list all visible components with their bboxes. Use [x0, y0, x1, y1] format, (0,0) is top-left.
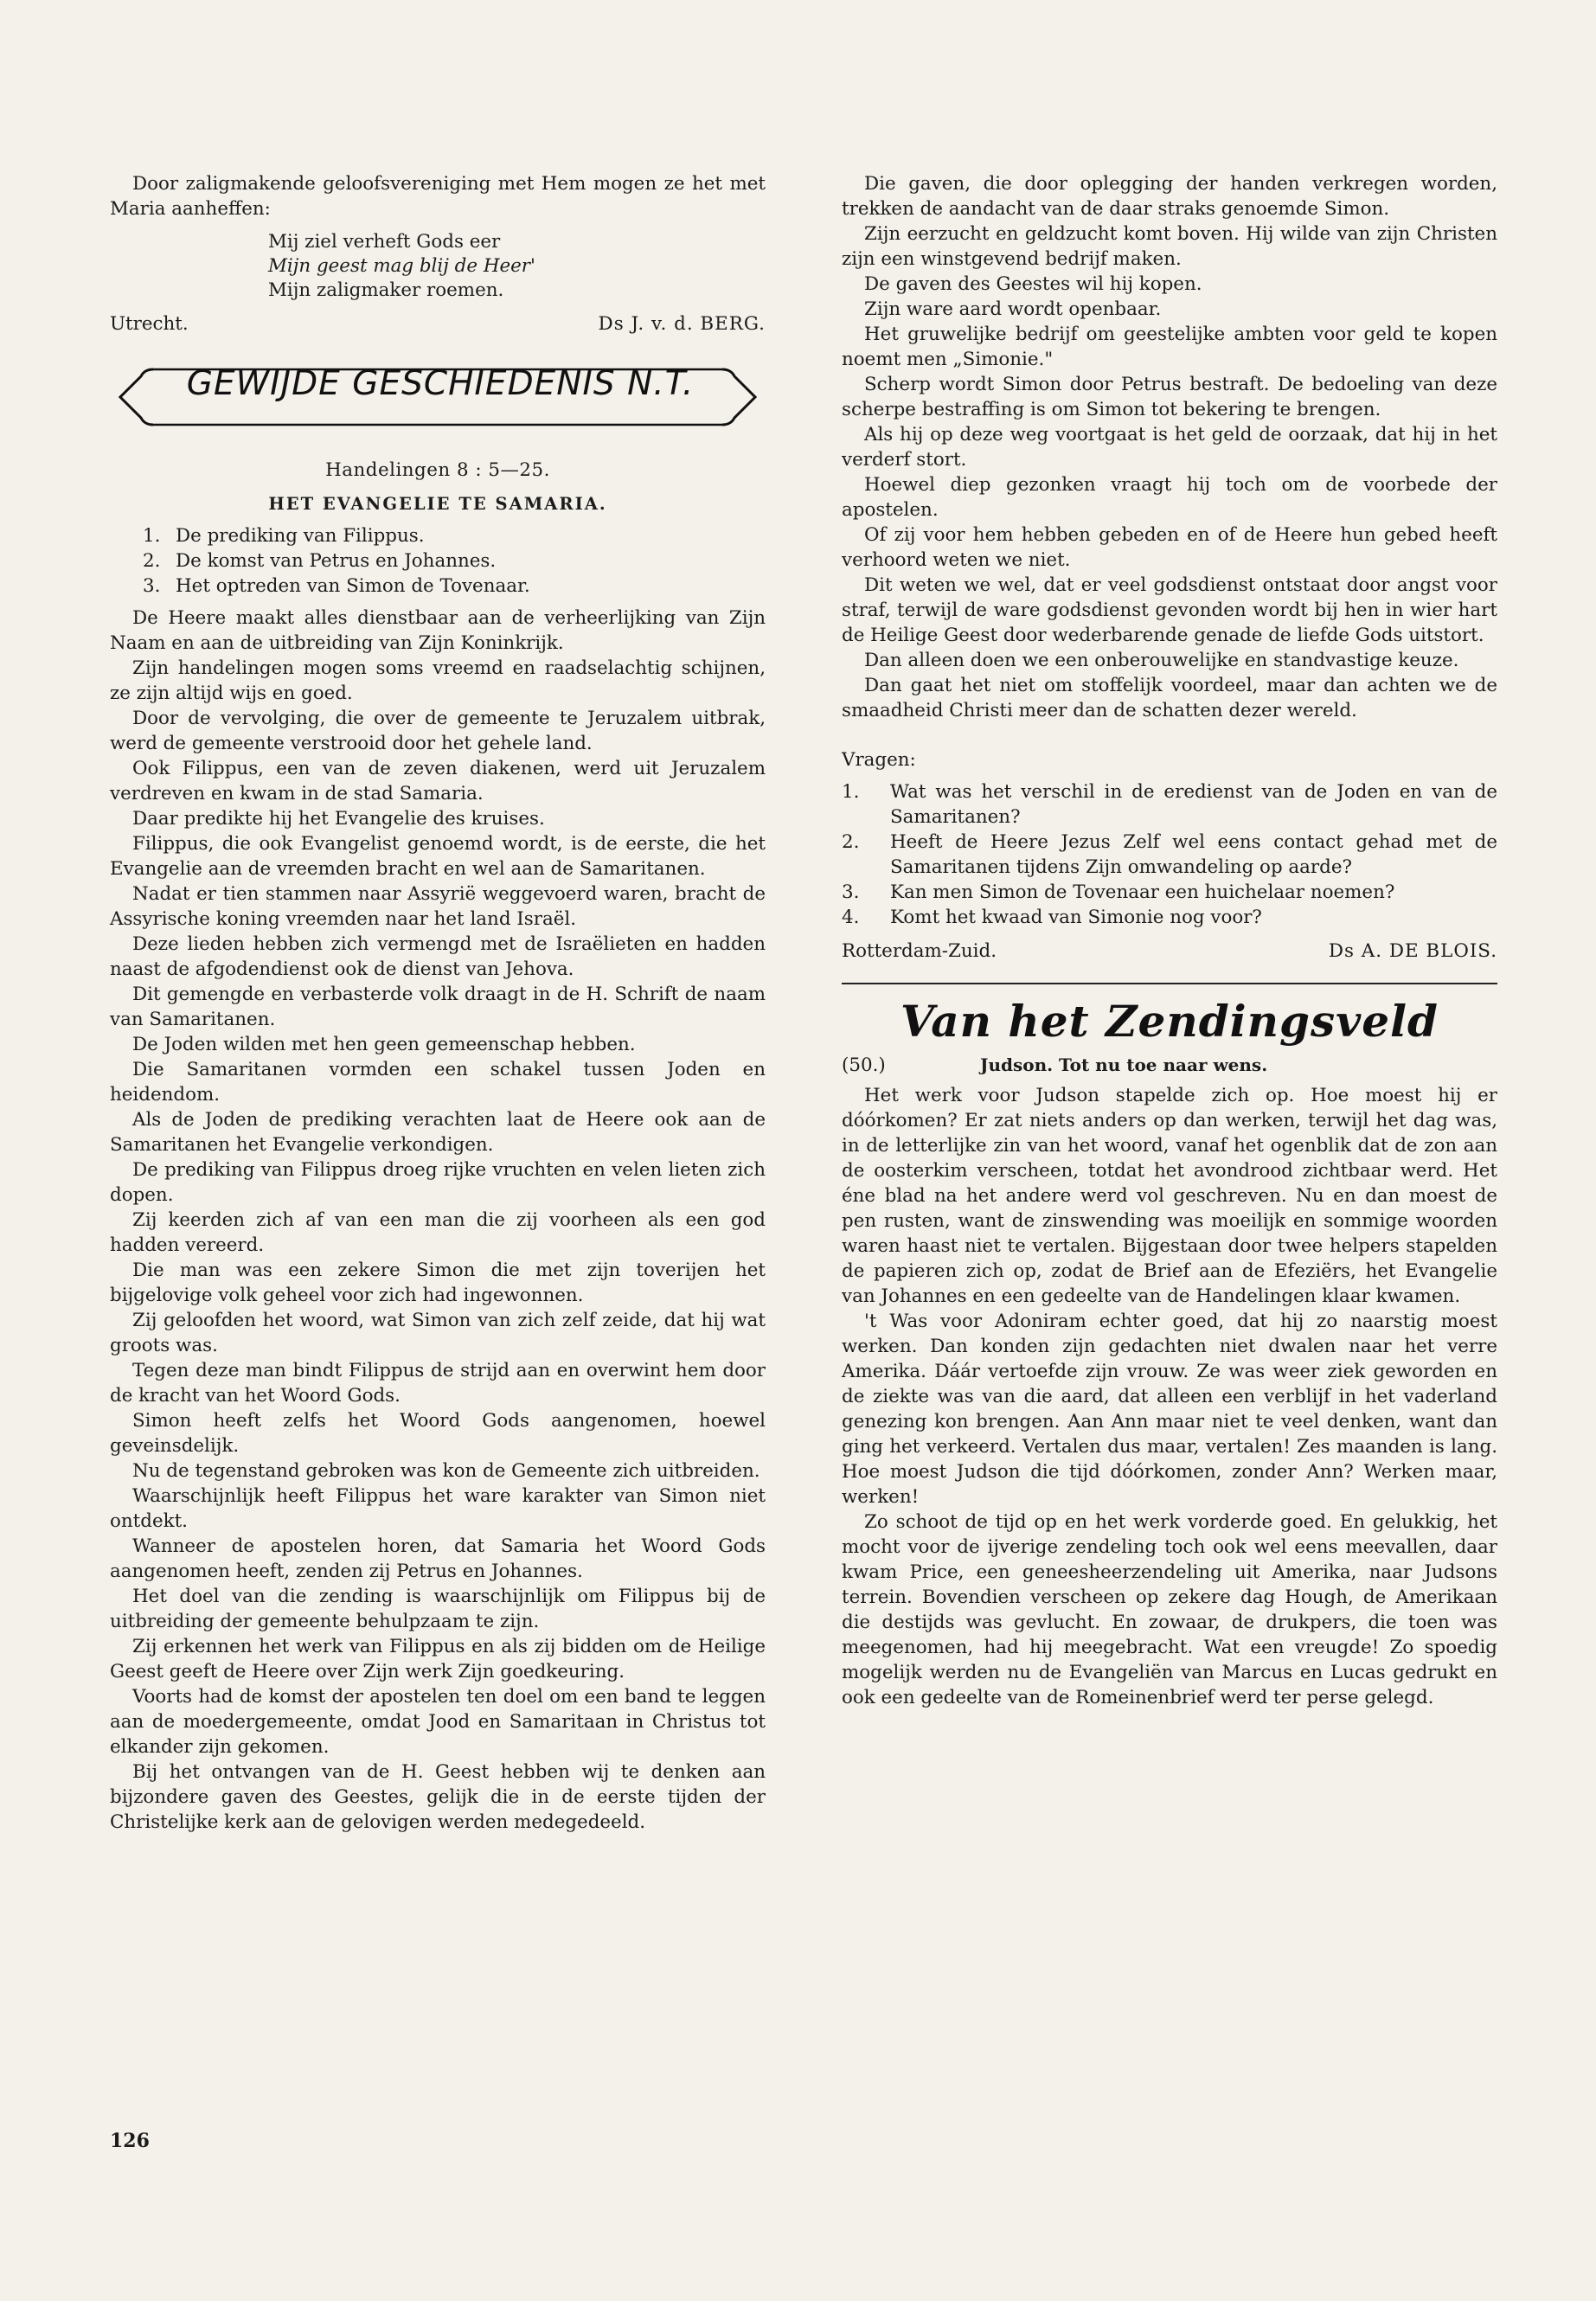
paragraph: Die man was een zekere Simon die met zijn toverijen het bijgelovige volk geheel voor zich had ingewonnen. [110, 1259, 766, 1306]
outline-item: 3. Het optreden van Simon de Tovenaar. [143, 575, 530, 597]
paragraph: Deze lieden hebben zich vermengd met de Israëlieten en hadden naast de afgodendienst ook de dienst van Jehova. [110, 933, 766, 980]
poem [268, 230, 766, 303]
question-item: 3. Kan men Simon de Tovenaar een huichelaar noemen? [842, 881, 1395, 903]
signature-name: Ds J. v. d. BERG. [598, 313, 766, 335]
paragraph: Bij het ontvangen van de H. Geest hebben wij te denken aan bijzondere gaven des Geestes, gelijk die in de eerste tijden der Christelijke kerk aan de gelovigen werden medegedeeld. [110, 1761, 766, 1833]
mission-section-title: Van het Zendingsveld [901, 996, 1439, 1047]
signature-berg [110, 311, 766, 336]
paragraph: De Joden wilden met hen geen gemeenschap hebben. [132, 1034, 636, 1055]
mission-body [842, 1083, 1497, 1710]
question-item: 1. Wat was het verschil in de eredienst van de Joden en van de Samaritanen? [842, 781, 1497, 828]
paragraph: Zo schoot de tijd op en het werk vorderde goed. En gelukkig, het mocht voor de ijverige zendeling toch ook wel eens meevallen, daar kwam Price, een geneesheerzendeling uit Amerika, naar Judsons terrein. Bovendien verscheen op zekere dag Hough, de Amerikaan die destijds was gevlucht. En zowaar, de drukpers, die toen was meegenomen, had hij meegebracht. Wat een vreugde! Zo spoedig mogelijk werden nu de Evangeliën van Marcus en Lucas gedrukt en ook een gedeelte van de Romeinenbrief werd ter perse gelegd. [842, 1511, 1497, 1708]
paragraph: Het gruwelijke bedrijf om geestelijke ambten voor geld te kopen noemt men „Simonie." [842, 324, 1497, 370]
paragraph: Zijn eerzucht en geldzucht komt boven. Hij wilde van zijn Christen zijn een winstgevend bedrijf maken. [842, 223, 1497, 270]
paragraph: Die Samaritanen vormden een schakel tussen Joden en heidendom. [110, 1059, 766, 1106]
lesson-outline [143, 523, 766, 599]
signature-place: Utrecht. [110, 313, 189, 335]
mission-subheading [842, 1053, 1497, 1078]
paragraph: Simon heeft zelfs het Woord Gods aangenomen, hoewel geveinsdelijk. [110, 1410, 766, 1457]
paragraph: De prediking van Filippus droeg rijke vruchten en velen lieten zich dopen. [110, 1159, 766, 1206]
paragraph: Dan alleen doen we een onberouwelijke en standvastige keuze. [864, 650, 1459, 671]
questions-list [842, 779, 1497, 930]
paragraph: Nadat er tien stammen naar Assyrië weggevoerd waren, bracht de Assyrische koning vreemden naar het land Israël. [110, 883, 766, 930]
paragraph: Dit gemengde en verbasterde volk draagt in de H. Schrift de naam van Samaritanen. [110, 984, 766, 1030]
banner-title: GEWIJDE GESCHIEDENIS N.T. [186, 364, 695, 403]
paragraph: Ook Filippus, een van de zeven diakenen, werd uit Jeruzalem verdreven en kwam in de stad Samaria. [110, 758, 766, 804]
paragraph: Zij keerden zich af van een man die zij voorheen als een god hadden vereerd. [110, 1209, 766, 1256]
questions-label: Vragen: [842, 749, 916, 771]
paragraph: Tegen deze man bindt Filippus de strijd aan en overwint hem door de kracht van het Woord Gods. [110, 1360, 766, 1407]
paragraph: Door de vervolging, die over de gemeente te Jeruzalem uitbrak, werd de gemeente verstrooid door het gehele land. [110, 708, 766, 754]
poem-line: Mij ziel verheft Gods eer [268, 231, 501, 253]
paragraph: Het werk voor Judson stapelde zich op. Hoe moest hij er dóórkomen? Er zat niets anders op dan werken, terwijl het dag was, in de letterlijke zin van het woord, vanaf het ogenblik dat de zon aan de oosterkim verscheen, totdat het avondrood zichtbaar werd. Het éne blad na het andere werd vol geschreven. Nu en dan moest de pen rusten, want de zinswending was moeilijk en sommige woorden waren haast niet te vertalen. Bijgestaan door twee helpers stapelden de papieren zich op, zodat de Brief aan de Efeziërs, het Evangelie van Johannes en een gedeelte van de Handelingen klaar kwamen. [842, 1085, 1497, 1307]
paragraph: Dit weten we wel, dat er veel godsdienst ontstaat door angst voor straf, terwijl de ware godsdienst gevonden wordt bij hen in wier hart de Heilige Geest door wederbarende genade de liefde Gods uitstort. [842, 574, 1497, 646]
paragraph: Als de Joden de prediking verachten laat de Heere ook aan de Samaritanen het Evangelie verkondigen. [110, 1109, 766, 1156]
paragraph: Voorts had de komst der apostelen ten doel om een band te leggen aan de moedergemeente, omdat Jood en Samaritaan in Christus tot elkander zijn gekomen. [110, 1686, 766, 1758]
installment-number: (50.) [842, 1054, 886, 1076]
paragraph: Hoewel diep gezonken vraagt hij toch om de voorbede der apostelen. [842, 474, 1497, 521]
paragraph: Die gaven, die door oplegging der handen verkregen worden, trekken de aandacht van de daar straks genoemde Simon. [842, 173, 1497, 220]
outline-item: 2. De komst van Petrus en Johannes. [143, 550, 497, 572]
question-item: 4. Komt het kwaad van Simonie nog voor? [842, 907, 1262, 928]
paragraph: Daar predikte hij het Evangelie des kruises. [132, 808, 545, 830]
question-item: 2. Heeft de Heere Jezus Zelf wel eens contact gehad met de Samaritanen tijdens Zijn omwandeling op aarde? [842, 831, 1497, 878]
lesson-body [110, 606, 766, 1835]
paragraph: Zij geloofden het woord, wat Simon van zich zelf zeide, dat hij wat groots was. [110, 1310, 766, 1356]
signature-name: Ds A. DE BLOIS. [1328, 940, 1497, 962]
paragraph: Of zij voor hem hebben gebeden en of de Heere hun gebed heeft verhoord weten we niet. [842, 524, 1497, 571]
bible-reference: Handelingen 8 : 5—25. [325, 459, 550, 481]
signature-place: Rotterdam-Zuid. [842, 940, 997, 962]
paragraph: Zijn handelingen mogen soms vreemd en raadselachtig schijnen, ze zijn altijd wijs en goed. [110, 657, 766, 704]
paragraph: Dan gaat het niet om stoffelijk voordeel, maar dan achten we de smaadheid Christi meer dan de schatten dezer wereld. [842, 675, 1497, 721]
signature-blois [842, 939, 1497, 964]
intro-paragraph: Door zaligmakende geloofsvereniging met Hem mogen ze het met Maria aanheffen: [110, 173, 766, 220]
paragraph: Nu de tegenstand gebroken was kon de Gemeente zich uitbreiden. [132, 1460, 760, 1482]
paragraph: Als hij op deze weg voortgaat is het geld de oorzaak, dat hij in het verderf stort. [842, 424, 1497, 471]
paragraph: 't Was voor Adoniram echter goed, dat hij zo naarstig moest werken. Dan konden zijn gedachten niet dwalen naar het verre Amerika. Dáár vertoefde zijn vrouw. Ze was weer ziek geworden en de ziekte was van die aard, dat alleen een verblijf in het vaderland genezing kon brengen. Aan Ann maar niet te veel denken, want dan ging het verkeerd. Vertalen dus maar, vertalen! Zes maanden is lang. Hoe moest Judson die tijd dóórkomen, zonder Ann? Werken maar, werken! [842, 1311, 1497, 1508]
section-divider [842, 983, 1497, 984]
left-column [110, 171, 766, 1835]
paragraph: Wanneer de apostelen horen, dat Samaria het Woord Gods aangenomen heeft, zenden zij Petrus en Johannes. [110, 1535, 766, 1582]
paragraph: Het doel van die zending is waarschijnlijk om Filippus bij de uitbreiding der gemeente behulpzaam te zijn. [110, 1586, 766, 1632]
paragraph: De Heere maakt alles dienstbaar aan de verheerlijking van Zijn Naam en aan de uitbreiding van Zijn Koninkrijk. [110, 607, 766, 654]
installment-title: Judson. Tot nu toe naar wens. [980, 1054, 1268, 1075]
paragraph: Waarschijnlijk heeft Filippus het ware karakter van Simon niet ontdekt. [110, 1485, 766, 1532]
outline-item: 1. De prediking van Filippus. [143, 525, 425, 547]
paragraph: Filippus, die ook Evangelist genoemd wordt, is de eerste, die het Evangelie aan de vreemden bracht en wel aan de Samaritanen. [110, 833, 766, 880]
paragraph: De gaven des Geestes wil hij kopen. [864, 273, 1202, 295]
section-banner [110, 350, 766, 444]
page-number: 126 [110, 2130, 150, 2152]
lesson-heading: HET EVANGELIE TE SAMARIA. [268, 494, 607, 514]
right-column [842, 171, 1497, 1710]
paragraph: Zij erkennen het werk van Filippus en als zij bidden om de Heilige Geest geeft de Heere over Zijn werk Zijn goedkeuring. [110, 1636, 766, 1682]
poem-line: Mijn zaligmaker roemen. [268, 279, 504, 301]
paragraph: Zijn ware aard wordt openbaar. [864, 298, 1162, 320]
lesson-body-continued [842, 171, 1497, 723]
paragraph: Scherp wordt Simon door Petrus bestraft. De bedoeling van deze scherpe bestraffing is om Simon tot bekering te brengen. [842, 374, 1497, 420]
poem-line: Mijn geest mag blij de Heer' [268, 255, 535, 277]
